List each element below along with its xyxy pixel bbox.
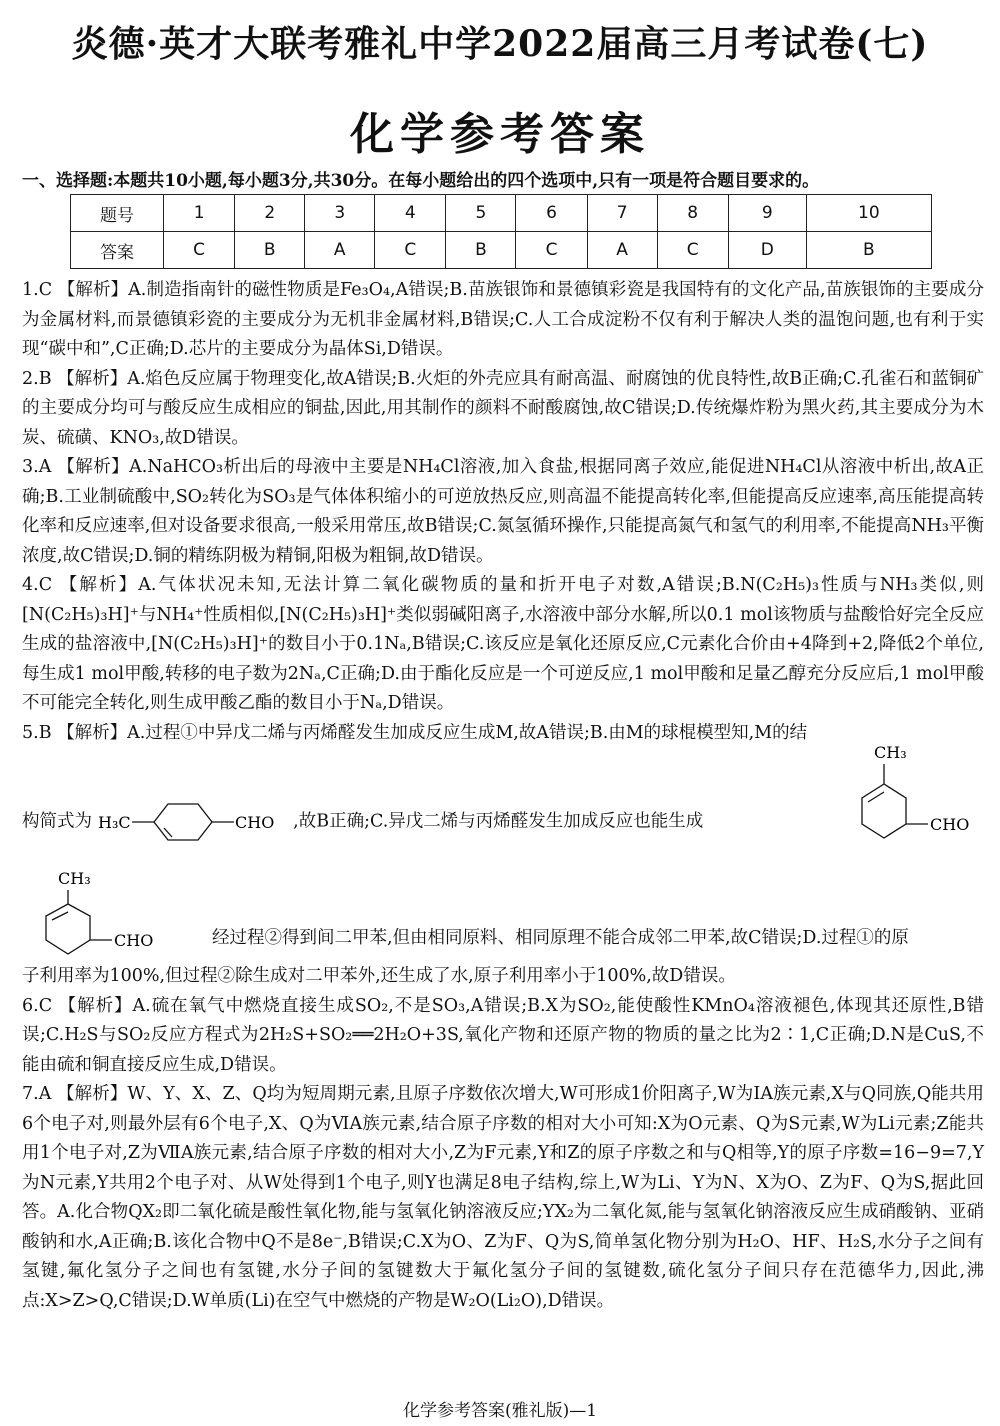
explanation-q5-line4: 子利用率为100%,但过程②除生成对二甲苯外,还生成了水,原子利用率小于100%,故D错误。 [22,966,736,986]
page-footer: 化学参考答案(雅礼版)—1 [402,1401,598,1421]
answer-cell: C [657,232,728,269]
q5-line2-pre: 构简式为 [22,811,92,832]
struct2-right-label: CHO [930,815,970,834]
struct1-left-label: H₃C [97,813,131,832]
answer-cell: C [164,232,235,269]
answer-cell: B [235,232,305,269]
question-number: 3 [305,195,375,232]
meta-structure-2 [36,868,170,968]
question-number: 4 [375,195,446,232]
struct3-right-label: CHO [114,931,154,950]
q5-structure-row-2 [22,870,984,962]
meta-structure-1 [852,742,986,856]
question-number-row [71,195,932,232]
struct1-right-label: CHO [234,813,274,832]
q5-structure-row-1 [22,743,984,870]
exam-title: 炎德·英才大联考雅礼中学2022届高三月考试卷(七) [71,23,929,65]
explanation-q6: 6.C 【解析】A.硫在氧气中燃烧直接生成SO₂,不是SO₃,A错误;B.X为SO₂,能使酸性KMnO₄溶液褪色,体现其还原性,B错误;C.H₂S与SO₂反应方程式为2H₂S+SO₂══2H₂O+3S,氧化产物和还原产物的物质的量之比为2∶1,C正确;D.N是CuS,不能由硫和铜直接反应生成,D错误。 [22,995,984,1075]
answer-cell: C [375,232,446,269]
struct2-top-label: CH₃ [874,743,907,762]
answer-key-title: 化学参考答案 [350,109,650,160]
explanation-q3: 3.A 【解析】A.NaHCO₃析出后的母液中主要是NH₄Cl溶液,加入食盐,根据同离子效应,能促进NH₄Cl从溶液中析出,故A正确;B.工业制硫酸中,SO₂转化为SO₃是气体体积缩小的可逆放热反应,则高温不能提高转化率,但能提高反应速率,高压能提高转化率和反应速率,但对设备要求很高,一般采用常压,故B错误;C.氮氢循环操作,只能提高氮气和氢气的利用率,不能提高NH₃平衡浓度,故C错误;D.铜的精练阴极为精铜,阳极为粗铜,故D错误。 [22,457,984,566]
explanation-q1: 1.C 【解析】A.制造指南针的磁性物质是Fe₃O₄,A错误;B.苗族银饰和景德镇彩瓷是我国特有的文化产品,苗族银饰的主要成分为金属材料,而景德镇彩瓷的主要成分为无机非金属材料,B错误;C.人工合成淀粉不仅有利于解决人类的温饱问题,也有利于实现“碳中和”,C正确;D.芯片的主要成分为晶体Si,D错误。 [22,280,984,359]
row-label-answer: 答案 [71,232,164,269]
q5-line2-post: ,故B正确;C.异戊二烯与丙烯醛发生加成反应也能生成 [293,811,704,832]
section-heading: 一、选择题:本题共10小题,每小题3分,共30分。在每小题给出的四个选项中,只有一项是符合题目要求的。 [22,171,820,191]
explanation-q5-line1: 5.B 【解析】A.过程①中异戊二烯与丙烯醛发生加成反应生成M,故A错误;B.由M的球棍模型知,M的结 [22,722,808,743]
answer-cell: B [806,232,931,269]
q5-line3: 经过程②得到间二甲苯,但由相同原料、相同原理不能合成邻二甲苯,故C错误;D.过程①的原 [212,928,909,948]
explanation-q7: 7.A 【解析】W、Y、X、Z、Q均为短周期元素,且原子序数依次增大,W可形成1价阳离子,W为ⅠA族元素,X与Q同族,Q能共用6个电子对,则最外层有6个电子,X、Q为ⅥA族元素,结合原子序数的相对大小可知:X为O元素、Q为S元素,W为Li元素;Z能共用1个电子对,Z为ⅦA族元素,结合原子序数的相对大小,Z为F元素,Y和Z的原子序数之和与Q相等,Y的原子序数=16−9=7,Y为N元素,Y共用2个电子对、从W处得到1个电子,则Y也满足8电子结构,综上,W为Li、Y为N、X为O、Z为F、Q为S,据此回答。A.化合物QX₂即二氧化硫是酸性氧化物,能与氢氧化钠溶液反应;YX₂为二氧化氮,能与氢氧化钠溶液反应生成硝酸钠、亚硝酸钠和水,A正确;B.该化合物中Q不是8e⁻,B错误;C.X为O、Z为F、Q为S,简单氢化物分别为H₂O、HF、H₂S,水分子之间有氢键,氟化氢分子之间也有氢键,水分子间的氢键数大于氟化氢分子间的氢键数,硫化氢分子间只存在范德华力,因此,沸点:X>Z>Q,C错误;D.W单质(Li)在空气中燃烧的产物是W₂O(Li₂O),D错误。 [22,1084,984,1311]
explanation-q4: 4.C 【解析】A.气体状况未知,无法计算二氧化碳物质的量和折开电子对数,A错误;B.N(C₂H₅)₃性质与NH₃类似,则[N(C₂H₅)₃H]⁺与NH₄⁺性质相似,[N(C₂H₅)₃H]⁺类似弱碱阳离子,水溶液中部分水解,所以0.1 mol该物质与盐酸恰好完全反应生成的盐溶液中,[N(C₂H₅)₃H]⁺的数目小于0.1Nₐ,B错误;C.该反应是氧化还原反应,C元素化合价由+4降到+2,降低2个单位,每生成1 mol甲酸,转移的电子数为2Nₐ,C正确;D.由于酯化反应是一个可逆反应,1 mol甲酸和足量乙醇充分反应后,1 mol甲酸不可能完全转化,则生成甲酸乙酯的数目小于Nₐ,D错误。 [22,575,984,713]
question-number: 9 [728,195,806,232]
answer-cell: A [305,232,375,269]
question-number: 6 [516,195,587,232]
row-label-question: 题号 [71,195,164,232]
question-number: 1 [164,195,235,232]
para-methylbenzaldehyde-structure [98,802,288,842]
answer-table [70,194,932,269]
explanation-q2: 2.B 【解析】A.焰色反应属于物理变化,故A错误;B.火炬的外壳应具有耐高温、耐腐蚀的优良特性,故B正确;C.孔雀石和蓝铜矿的主要成分均可与酸反应生成相应的铜盐,因此,用其制作的颜料不耐酸腐蚀,故C错误;D.传统爆炸粉为黑火药,其主要成分为木炭、硫磺、KNO₃,故D错误。 [22,368,984,448]
question-number: 2 [235,195,305,232]
answer-cell: C [516,232,587,269]
q5-line2 [22,802,703,842]
answer-row [71,232,932,269]
answer-cell: B [446,232,516,269]
answer-cell: A [587,232,657,269]
question-number: 7 [587,195,657,232]
answer-cell: D [728,232,806,269]
question-number: 5 [446,195,516,232]
question-number: 8 [657,195,728,232]
struct3-top-label: CH₃ [58,869,91,888]
question-number: 10 [806,195,931,232]
explanations [22,276,984,1316]
